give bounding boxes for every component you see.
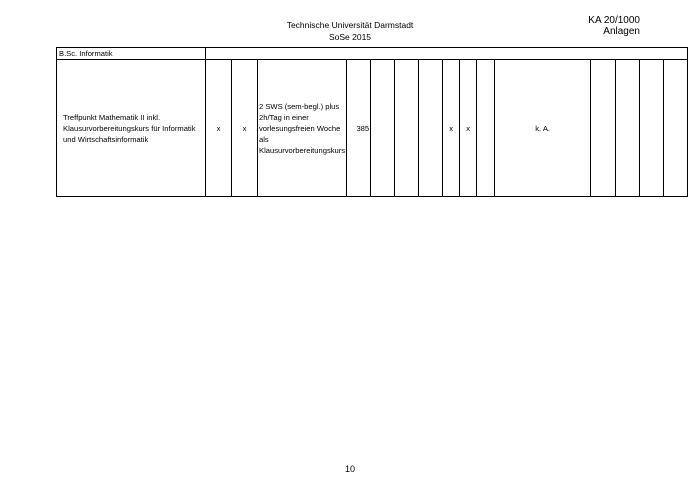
course-table: [56, 47, 688, 197]
empty-cell: [395, 60, 419, 197]
page-number: 10: [344, 464, 355, 474]
empty-cell: [616, 60, 640, 197]
reference-label: Anlagen: [603, 26, 640, 37]
empty-cell: [477, 60, 495, 197]
group-row-empty-cell: [206, 48, 688, 60]
course-description: 2 SWS (sem-begl.) plus 2h/Tag in einer vorlesungsfreien Woche als Klausurvorbereitungskurs: [258, 60, 347, 197]
empty-cell: [640, 60, 664, 197]
mark-cell: x: [232, 60, 258, 197]
mark-cell: x: [460, 60, 477, 197]
mark-cell: x: [206, 60, 232, 197]
reference-number: KA 20/1000: [588, 15, 640, 26]
course-name: Treffpunkt Mathematik II inkl. Klausurvorbereitungskurs für Informatik und Wirtschaftsinformatik: [57, 60, 206, 197]
university-name: Technische Universität Darmstadt: [286, 20, 414, 30]
semester-label: SoSe 2015: [328, 32, 372, 42]
empty-cell: [371, 60, 395, 197]
group-row: [57, 48, 688, 60]
empty-cell: [664, 60, 688, 197]
mark-cell: x: [443, 60, 460, 197]
empty-cell: [419, 60, 443, 197]
reference-block: [588, 15, 640, 37]
table-row: [57, 60, 688, 197]
note-cell: k. A.: [495, 60, 591, 197]
empty-cell: [591, 60, 616, 197]
group-label: B.Sc. Informatik: [57, 48, 206, 60]
participants-count: 385: [347, 60, 371, 197]
